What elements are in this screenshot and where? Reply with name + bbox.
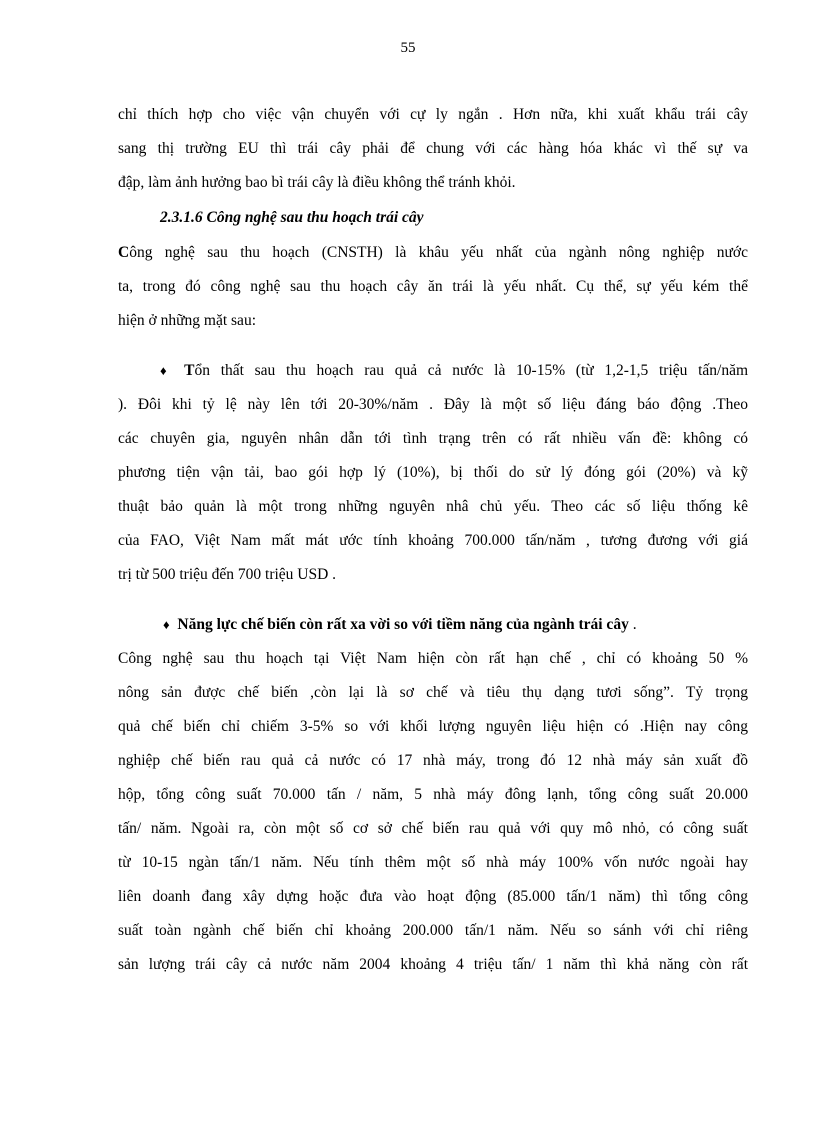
text-line: chỉ thích hợp cho việc vận chuyển với cự ly ngắn . Hơn nữa, khi xuất khẩu trái cây — [118, 106, 748, 123]
text-run: ông nghệ sau thu hoạch (CNSTH) là khâu yếu nhất của ngành nông nghiệp nước — [129, 244, 748, 261]
page-number: 55 — [400, 40, 416, 56]
bullet-processing-capacity — [118, 608, 748, 642]
text-run: ổn thất sau thu hoạch rau quả cả nước là 10-15% (từ 1,2-1,5 triệu tấn/năm — [194, 362, 749, 379]
text-line: Công nghệ sau thu hoạch tại Việt Nam hiện còn rất hạn chế , chỉ có khoảng 50 % — [118, 650, 748, 667]
paragraph-processing — [118, 642, 748, 982]
bullet-postharvest-loss — [118, 354, 748, 592]
text-run: . — [628, 616, 637, 633]
paragraph-transport — [118, 98, 748, 200]
text-line: sản lượng trái cây cả nước năm 2004 khoảng 4 triệu tấn/ 1 năm thì khả năng còn rất — [118, 956, 748, 973]
text-line: nghiệp chế biến rau quả cả nước có 17 nhà máy, trong đó 12 nhà máy sản xuất đồ — [118, 752, 748, 769]
diamond-bullet-icon: ♦ — [163, 617, 170, 632]
text-line — [118, 354, 748, 388]
diamond-bullet-icon: ♦ — [160, 363, 174, 378]
section-heading: 2.3.1.6 Công nghệ sau thu hoạch trái cây — [160, 209, 424, 226]
drop-letter: T — [184, 362, 195, 379]
text-line: trị từ 500 triệu đến 700 triệu USD . — [118, 566, 337, 583]
text-line: liên doanh đang xây dựng hoặc đưa vào hoạt động (85.000 tấn/1 năm) thì tổng công — [118, 888, 748, 905]
text-line: quả chế biến chỉ chiếm 3-5% so với khối lượng nguyên liệu hiện có .Hiện nay công — [118, 718, 748, 735]
text-line: sang thị trường EU thì trái cây phải để chung với các hàng hóa khác vì thế sự va — [118, 140, 748, 157]
text-line: nông sản được chế biến ,còn lại là sơ chế và tiêu thụ dạng tươi sống”. Tỷ trọng — [118, 684, 748, 701]
text-line: hiện ở những mặt sau: — [118, 312, 256, 329]
text-line: thuật bảo quản là một trong những nguyên nhâ chủ yếu. Theo các số liệu thống kê — [118, 498, 748, 515]
text-line: đập, làm ảnh hưởng bao bì trái cây là điều không thể tránh khỏi. — [118, 174, 516, 191]
text-line: ta, trong đó công nghệ sau thu hoạch cây ăn trái là yếu nhất. Cụ thể, sự yếu kém thể — [118, 278, 748, 295]
text-line — [118, 236, 748, 270]
page-body — [118, 98, 748, 982]
text-line: tấn/ năm. Ngoài ra, còn một số cơ sở chế biến rau quả với quy mô nhỏ, có công suất — [118, 820, 748, 837]
text-line: hộp, tổng công suất 70.000 tấn / năm, 5 nhà máy đông lạnh, tổng công suất 20.000 — [118, 786, 748, 803]
drop-letter: C — [118, 244, 130, 261]
text-line: của FAO, Việt Nam mất mát ước tính khoảng 700.000 tấn/năm , tương đương với giá — [118, 532, 748, 549]
text-line: các chuyên gia, nguyên nhân dẫn tới tình trạng trên có rất nhiều vấn đề: không có — [118, 430, 748, 447]
text-line: từ 10-15 ngàn tấn/1 năm. Nếu tính thêm một số nhà máy 100% vốn nước ngoài hay — [118, 854, 748, 871]
paragraph-cnsth — [118, 236, 748, 338]
text-line: ). Đôi khi tỷ lệ này lên tới 20-30%/năm . Đây là một số liệu đáng báo động .Theo — [118, 396, 748, 413]
text-line: suất toàn ngành chế biến chỉ khoảng 200.000 tấn/1 năm. Nếu so sánh với chỉ riêng — [118, 922, 748, 939]
bold-text: Năng lực chế biến còn rất xa vời so với tiềm năng của ngành trái cây — [177, 616, 629, 633]
text-line: phương tiện vận tải, bao gói hợp lý (10%), bị thối do sử lý đóng gói (20%) và kỹ — [118, 464, 748, 481]
